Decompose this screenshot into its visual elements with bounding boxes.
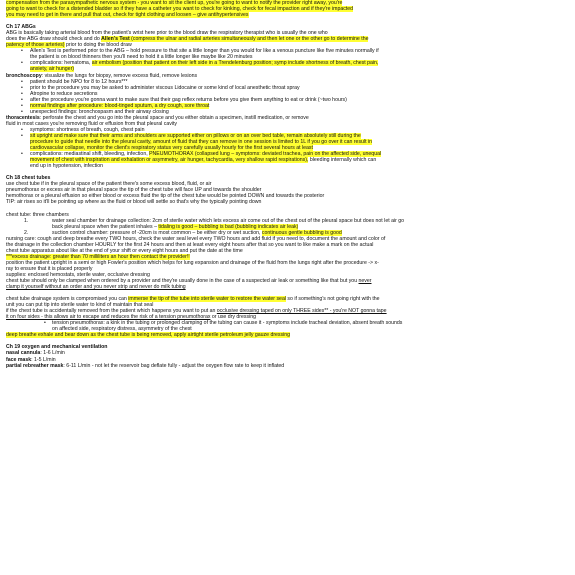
text-line — [6, 230, 569, 236]
list-item — [6, 109, 569, 115]
text-line — [30, 66, 569, 72]
text-line: nursing care: cough and deep breathe every TWO hours, check the water seal level every TWO hours and add fluid if you need to, document the amount and color of — [6, 235, 386, 242]
text: complications: hematoma, — [30, 60, 92, 67]
text-line: hemothorax or a pleural effusion so either blood or excess fluid the tip of the chest tube would be pointed DOWN and towards the posterior — [6, 193, 325, 200]
text-line: ray to ensure that it is placed properly — [6, 265, 93, 272]
highlight: immerse the tip of the tube into sterile water to restore the water seal — [128, 296, 286, 303]
bullet-list — [6, 48, 569, 72]
bullet-icon: • — [21, 84, 23, 91]
text-line: water seal chamber for drainage collection: 2cm of sterile water which lets excess air come out of the chest out of the pleural space but does not let air go — [52, 217, 405, 224]
highlight: anxiety, air hunger) — [30, 66, 75, 73]
bullet-icon: • — [21, 108, 23, 115]
term: nasal cannula — [6, 350, 41, 357]
text: : 6-11 L/min - not let the reservoir bag deflate fully - adjust the oxygen flow rate to keep it inflated — [63, 362, 285, 369]
bullet-icon: • — [21, 90, 23, 97]
text-line: after the procedure you're gonna want to make sure that their gag reflex returns before you give them anything to eat or drink (~two hours) — [30, 96, 347, 103]
highlight: (compress the ulnar and radial arteries simultaneously and then let one or the other go to determine the — [129, 36, 369, 43]
list-item — [6, 133, 569, 151]
text-line: ABG is basically taking arterial blood from the patient's wrist here prior to the blood draw the respiratory therapist who is usually the one who — [6, 30, 328, 37]
highlight: tidaling is good – bubbling is bad (bubbling indicates air leak) — [158, 223, 299, 230]
bullet-icon: • — [21, 132, 23, 139]
text-line: use chest tube if in the pleural space of the patient there's some excess blood, fluid, or air — [6, 181, 212, 188]
list-item — [6, 48, 569, 60]
term: face mask — [6, 356, 32, 363]
bullet-list — [6, 127, 569, 169]
text-line: pneumothorax or excess air in that pleural space the tip of the chest tube will face UP and towards the shoulder — [6, 187, 262, 194]
highlight: cardiovascular collapse, monitor the client's respiratory status very carefully usually hourly for the first several hours at least — [30, 145, 313, 152]
text: so if something's not going right with the — [285, 296, 380, 303]
text-line: position the patient upright in a semi or high Fowler's position which helps for lung expansion and drainage of the fluid from the lungs right after the procedure -> x- — [6, 259, 379, 266]
text: complications: mediastinal shift, bleeding, infection, — [30, 151, 150, 158]
highlight: Allen's Test — [101, 36, 130, 43]
underlined-text: never — [358, 278, 372, 285]
bullet-icon: • — [21, 78, 23, 85]
text-line: the patient is on blood thinners then you'll need to hold it a little longer like maybe like 20 minutes — [30, 54, 253, 61]
highlight: air embolism (position that patient on their left side in a Trendelenburg position; symp include shortness of breath, chest pain, — [91, 60, 379, 67]
highlight: normal findings after procedure: blood-tinged sputum, a dry cough, sore throat — [30, 102, 210, 109]
text-line: symptoms: shortness of breath, cough, chest pain — [30, 126, 145, 133]
term: thoracentesis — [6, 114, 40, 121]
bullet-icon: • — [44, 320, 46, 327]
text-line: end up in hypotension, infection — [30, 163, 103, 170]
term: partial rebreather mask — [6, 362, 64, 369]
list-number: 1. — [24, 217, 29, 224]
text: : visualize the lungs for biopsy, remove excess fluid, remove lesions — [41, 72, 198, 79]
bullet-list — [6, 320, 569, 332]
underlined-text: clamp it yourself without an order and you never strip and never do milk tubing — [6, 284, 186, 291]
underlined-text: occlusive dressing taped on only THREE sides** - you're NOT gonna tape — [216, 308, 387, 315]
bullet-icon: • — [21, 126, 23, 133]
bullet-icon: • — [21, 102, 23, 109]
highlight: deep breathe exhale and bear down as the chest tube is being removed, apply airtight sterile petroleum jelly gauze dressing — [6, 332, 291, 339]
text-line: TIP: air rises so it'll be pointing up where as the fluid or blood will settle so that's why the typically pointing down — [6, 199, 262, 206]
text-line: supplies: enclosed hemostats, sterile water, occlusive dressing — [6, 271, 150, 278]
bullet-list — [6, 79, 569, 115]
text-line: prior to the procedure you may be asked to administer viscous Lidocaine or some kind of local anesthetic throat spray — [30, 84, 300, 91]
bullet-icon: • — [21, 48, 23, 55]
text-line: tension pneumothorax: a kink in the tubing or prolonged clamping of the tubing can cause it - symptoms include tracheal deviation, absent breath sounds — [52, 320, 403, 327]
text-line: fluid in most cases you're removing fluid or effusion from that pleural cavity — [6, 120, 178, 127]
highlight: PNEUMOTHORAX (collapsed lung – symptoms: deviated trachea, pain on the affected side, unequal — [149, 151, 382, 158]
text-line: Atropine to reduce secretions — [30, 90, 98, 97]
text-line: the drainage in the collection chamber HOURLY for the first 24 hours and then at least every eight hours after that so you want to like make a mark on the actual — [6, 241, 374, 248]
bullet-icon: • — [21, 96, 23, 103]
bullet-icon: • — [21, 60, 23, 67]
section-heading: Ch 18 chest tubes — [6, 175, 51, 182]
text: : 1-6 L/min — [40, 350, 65, 357]
text-line: unit you can put tip into sterile water to kind of maintain that seal — [6, 302, 154, 309]
term: bronchoscopy — [6, 72, 42, 79]
list-item — [6, 320, 569, 332]
text: : 1-5 L/min — [31, 356, 56, 363]
list-item — [6, 60, 569, 72]
highlight: procedure to guide that needle into the pleural cavity, amount of fluid that they can remove in one session is limited to 1L if you go over it can result in — [30, 139, 372, 146]
text: back pleural space when the patient inhales – — [52, 223, 159, 230]
highlight: patency of those arteries) — [6, 42, 65, 49]
underlined-text: it on four sides - this allows air to escape and reduces the risk of a tension pneumothorax — [6, 314, 211, 321]
text: chest tube drainage system is compromised you can — [6, 296, 129, 303]
text-line: Allen's Test is performed prior to the ABG – hold pressure to that site a little longer than you would for like a venous puncture like five minutes normally if — [30, 48, 379, 55]
highlight: you may need to get in there and pull that out, check for tight clothing and loosen – give antihypertensives — [6, 12, 249, 19]
text: or use dry dressing — [210, 314, 257, 321]
text: does the ABG draw should check and do — [6, 36, 102, 43]
text-line: unexpected findings: bronchospasm and their airway closing — [30, 108, 169, 115]
highlight: sit upright and make sure that their arms and shoulders are supported either on pillows or on an over bed table, remain absolutely still during the — [30, 132, 361, 139]
highlight: continuous gentle bubbling is good — [261, 229, 342, 236]
list-item — [6, 151, 569, 169]
text: prior to doing the blood draw — [64, 42, 132, 49]
highlight: going to want to check for a distended bladder so if they have a catheter you want to check for kinking, check for fecal impaction and if they're impacted — [6, 6, 354, 13]
numbered-item — [6, 218, 569, 230]
text: chest tube should only be clamped when ordered by a provider and they're usually done in the case of a suspected air leak or something like that but you — [6, 278, 359, 285]
bullet-icon: • — [21, 151, 23, 158]
text: suction control chamber: pressure of -20cm is most common – be either dry or wet suction, — [52, 229, 262, 236]
highlight: compensation from the parasympathetic nervous system - you want to sit the client up, you're going to want to notify the provider right away, you're — [6, 0, 343, 6]
list-number: 2. — [24, 229, 29, 236]
text: if the chest tube is accidentally removed from the patient which happens you want to put an — [6, 308, 217, 315]
section-heading: Ch 17 ABGs — [6, 24, 36, 31]
highlight: ***excess drainage: greater than 70 milliliters an hour then contact the provider!! — [6, 253, 190, 260]
numbered-item — [6, 230, 569, 236]
text-line: chest tube apparatus about like at the end of your shift or every eight hours and put the date at the time — [6, 247, 243, 254]
text: bleeding internally which can — [308, 157, 377, 164]
text-line: patient should be NPO for 8 to 12 hours*** — [30, 78, 128, 85]
section-heading: Ch 19 oxygen and mechanical ventilation — [6, 344, 108, 351]
text-line — [6, 363, 569, 369]
highlight: movement of chest with inspiration and exhalation or asymmetry, air hunger, tachycardia, very shallow rapid respirations), — [30, 157, 309, 164]
text-line: on affected side, respiratory distress, asymmetry of the chest — [52, 326, 192, 333]
text-line: chest tube: three chambers — [6, 211, 69, 218]
text: : perforate the chest and you go into the pleural space and you either obtain a specimen, instill medication, or remove — [39, 114, 309, 121]
